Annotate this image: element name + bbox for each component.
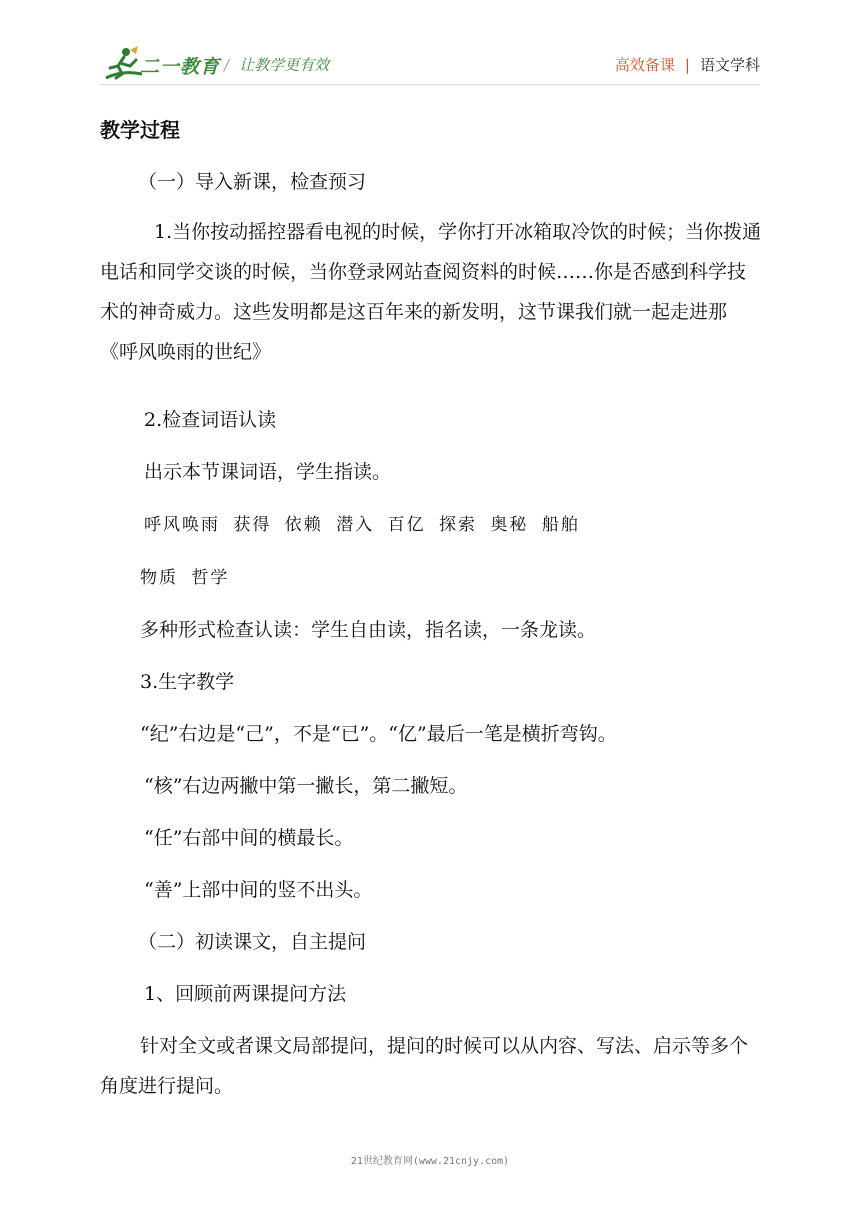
char-note-1: “纪”右边是“己”，不是“已”。“亿”最后一笔是横折弯钩。: [140, 723, 617, 745]
header-tag-efficient: 高效备课: [614, 56, 675, 74]
item-3-heading: 3.生字教学: [140, 671, 235, 693]
item-2-heading: 2.检查词语认读: [144, 409, 277, 431]
section-heading-1: （一）导入新课，检查预习: [138, 171, 367, 193]
char-note-4: “善”上部中间的竖不出头。: [144, 879, 373, 901]
page-header: [0, 0, 860, 92]
reading-forms: 多种形式检查认读：学生自由读，指名读，一条龙读。: [140, 619, 597, 641]
char-note-2: “核”右边两撇中第一撇长，第二撇短。: [144, 775, 468, 797]
slogan: [224, 54, 329, 75]
page-footer: 21世纪教育网(www.21cnjy.com): [350, 1156, 510, 1167]
header-divider: [100, 84, 760, 85]
question-methods-paragraph: 针对全文或者课文局部提问，提问的时候可以从内容、写法、启示等多个角度进行提问。: [100, 1035, 749, 1097]
slogan-text: 让教学更有效: [239, 56, 330, 74]
vocab-line-2: 物质 哲学: [140, 568, 230, 588]
char-note-3: “任”右部中间的横最长。: [144, 827, 354, 849]
header-separator: |: [684, 56, 690, 74]
item-2-description: 出示本节课词语，学生指读。: [144, 461, 392, 483]
logo-text: 二一教育: [140, 56, 221, 78]
header-right: [615, 54, 760, 75]
item-review-heading: 1、回顾前两课提问方法: [144, 983, 347, 1005]
slogan-slash: /: [224, 56, 230, 74]
vocab-line-1: 呼风唤雨 获得 依赖 潜入 百亿 探索 奥秘 船舶: [144, 515, 580, 535]
page-title: 教学过程: [100, 118, 180, 142]
section-heading-2: （二）初读课文，自主提问: [138, 931, 367, 953]
header-tag-subject: 语文学科: [699, 56, 760, 74]
intro-paragraph: 1.当你按动摇控器看电视的时候，学你打开冰箱取冷饮的时候；当你拨通电话和同学交谈的时候，当你登录网站查阅资料的时候……你是否感到科学技术的神奇威力。这些发明都是这百年来的新发明，这节课我们就一起走进那《呼风唤雨的世纪》: [100, 221, 762, 363]
